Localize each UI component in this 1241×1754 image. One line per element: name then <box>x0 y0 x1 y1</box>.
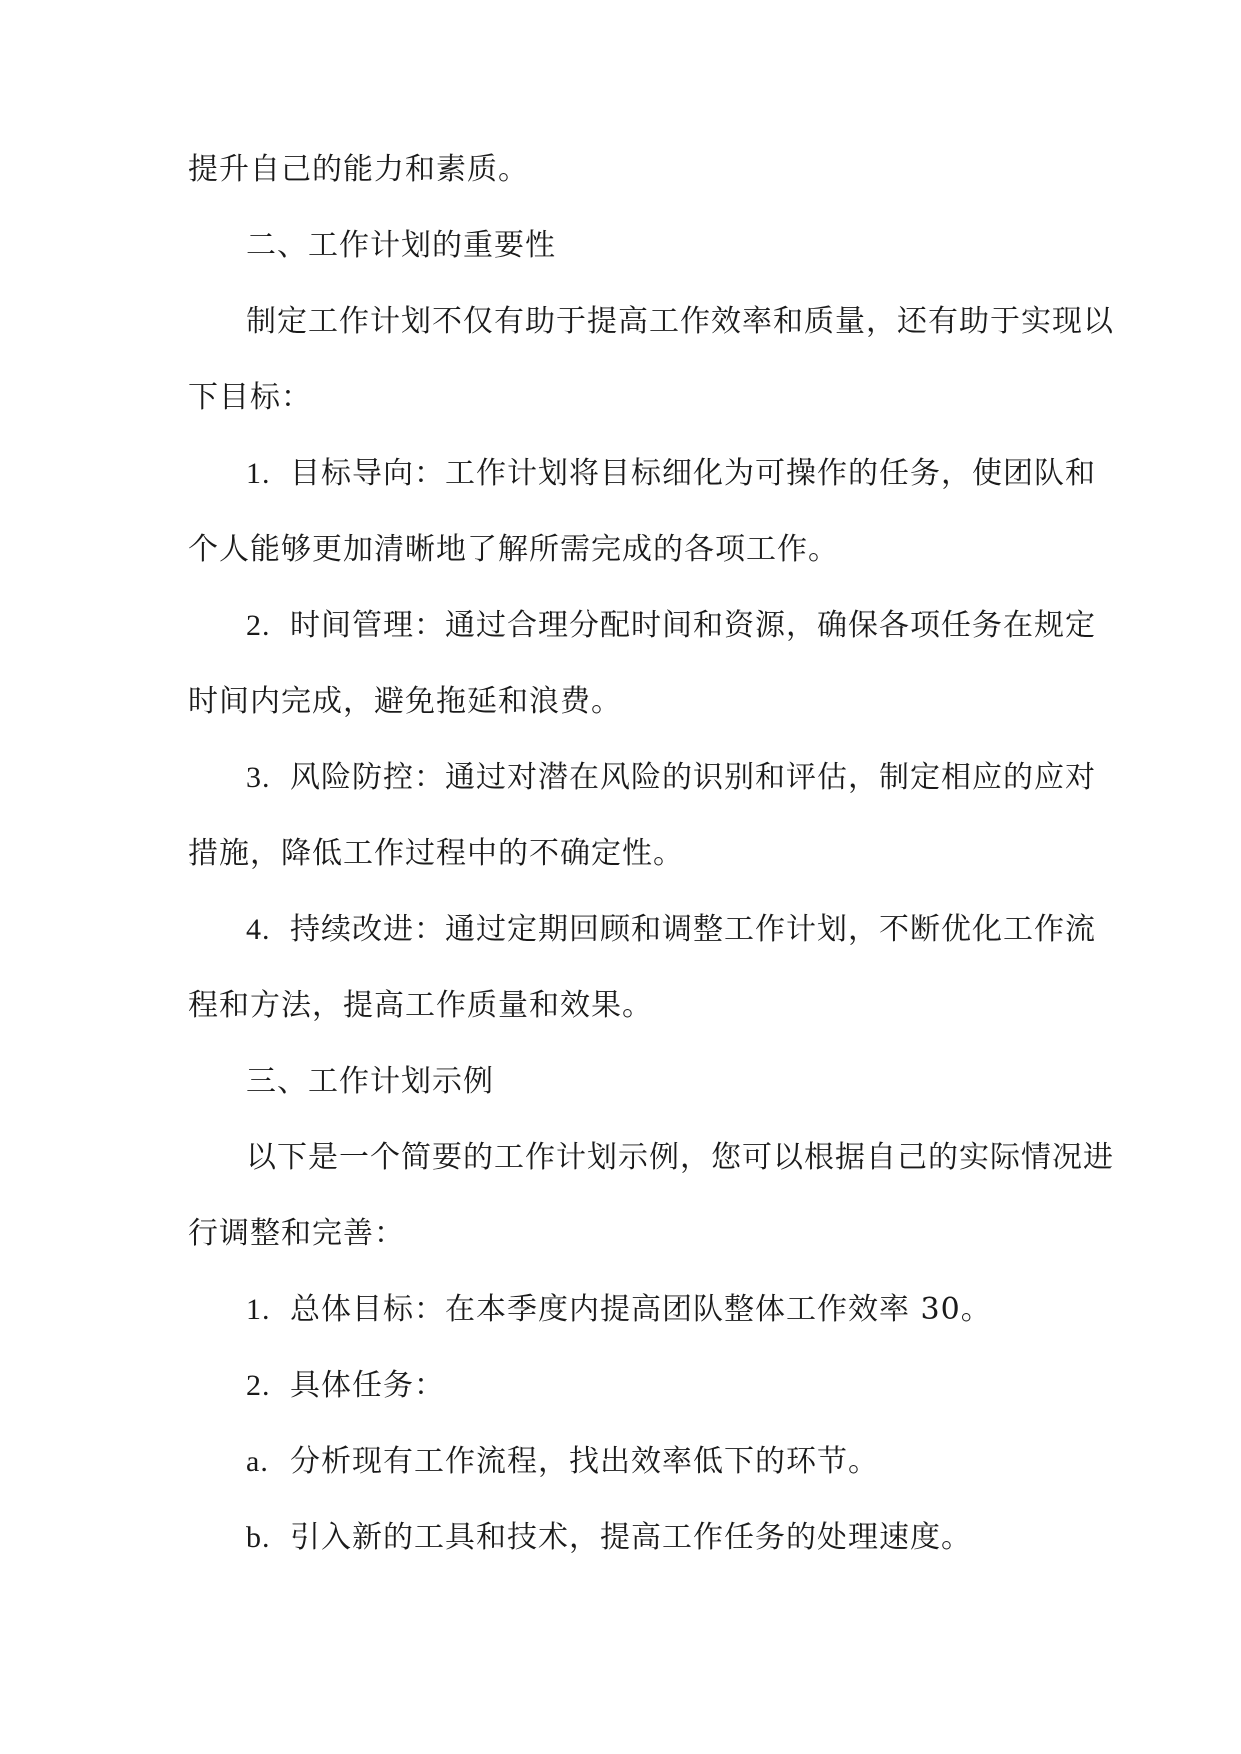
paragraph-line: 个人能够更加清晰地了解所需完成的各项工作。 <box>188 532 839 567</box>
list-item-text: 持续改进：通过定期回顾和调整工作计划，不断优化工作流 <box>290 912 1096 947</box>
list-item <box>246 758 1096 798</box>
list-marker: 1. <box>246 457 271 490</box>
list-item-text: 时间管理：通过合理分配时间和资源，确保各项任务在规定 <box>290 608 1096 643</box>
section-heading: 二、工作计划的重要性 <box>246 228 556 263</box>
list-marker: 2. <box>246 609 271 642</box>
list-marker: 3. <box>246 761 271 794</box>
list-item-text: 引入新的工具和技术，提高工作任务的处理速度。 <box>290 1520 972 1555</box>
list-item <box>246 1518 1068 1558</box>
list-item <box>246 1442 1068 1482</box>
list-marker: b. <box>246 1521 271 1554</box>
list-marker: 1. <box>246 1293 271 1326</box>
list-item <box>246 1290 1068 1330</box>
paragraph-line: 措施，降低工作过程中的不确定性。 <box>188 836 684 871</box>
paragraph-line: 程和方法，提高工作质量和效果。 <box>188 988 653 1023</box>
list-item <box>246 910 1096 950</box>
list-marker: 2. <box>246 1369 271 1402</box>
section-heading: 三、工作计划示例 <box>246 1064 494 1099</box>
paragraph-line: 行调整和完善： <box>188 1216 405 1251</box>
paragraph-line: 以下是一个简要的工作计划示例，您可以根据自己的实际情况进 <box>246 1140 1114 1175</box>
list-item <box>246 454 1096 494</box>
paragraph-line: 制定工作计划不仅有助于提高工作效率和质量，还有助于实现以 <box>246 304 1114 339</box>
list-marker: 4. <box>246 913 271 946</box>
list-item-text: 分析现有工作流程，找出效率低下的环节。 <box>290 1444 879 1479</box>
list-item-text: 总体目标：在本季度内提高团队整体工作效率 30。 <box>290 1292 992 1327</box>
paragraph-line: 提升自己的能力和素质。 <box>188 152 529 187</box>
paragraph-line: 时间内完成，避免拖延和浪费。 <box>188 684 622 719</box>
paragraph-line: 下目标： <box>188 380 312 415</box>
list-item <box>246 606 1096 646</box>
list-item-text: 具体任务： <box>290 1368 445 1403</box>
list-item <box>246 1366 1068 1406</box>
list-item-text: 目标导向：工作计划将目标细化为可操作的任务，使团队和 <box>290 456 1096 491</box>
list-item-text: 风险防控：通过对潜在风险的识别和评估，制定相应的应对 <box>290 760 1096 795</box>
list-marker: a. <box>246 1445 269 1478</box>
